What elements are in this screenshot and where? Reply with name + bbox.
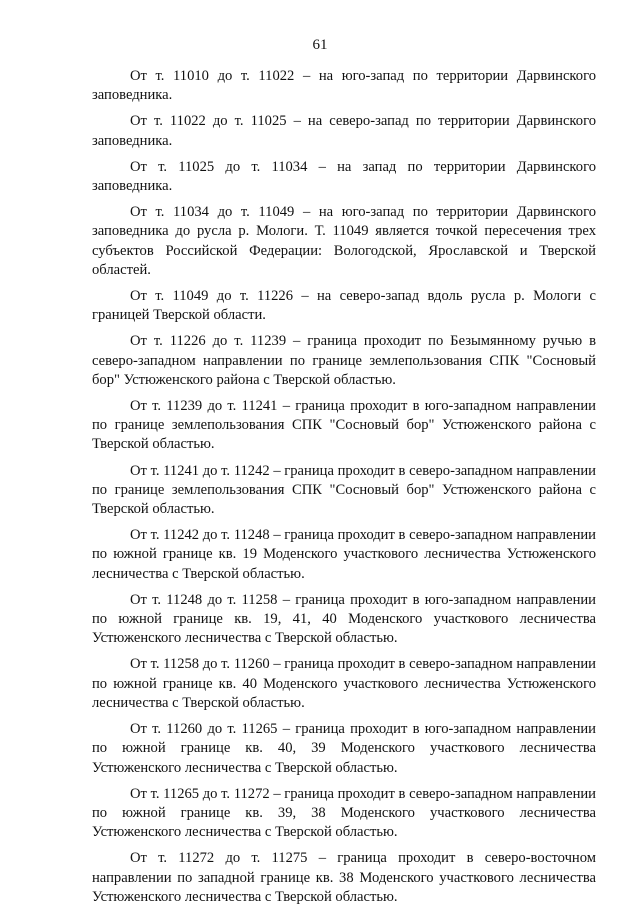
paragraph: От т. 11258 до т. 11260 – граница проходит в северо-западном направлении по южной границе кв. 40 Моденского участкового лесничества Устюженского лесничества с Тверской областью. bbox=[92, 656, 596, 711]
paragraph: От т. 11248 до т. 11258 – граница проходит в юго-западном направлении по южной границе кв. 19, 41, 40 Моденского участкового лесничества Устюженского лесничества с Тверской областью. bbox=[92, 591, 596, 647]
paragraph: От т. 11241 до т. 11242 – граница проходит в северо-западном направлении по границе землепользования СПК "Сосновый бор" Устюженского района с Тверской областью. bbox=[92, 462, 596, 518]
page-number: 61 bbox=[312, 37, 328, 53]
paragraph: От т. 11242 до т. 11248 – граница проходит в северо-западном направлении по южной границе кв. 19 Моденского участкового лесничества Устюженского лесничества с Тверской областью. bbox=[92, 527, 596, 582]
paragraph: От т. 11239 до т. 11241 – граница проходит в юго-западном направлении по границе землепользования СПК "Сосновый бор" Устюженского района с Тверской областью. bbox=[92, 398, 596, 453]
paragraph: От т. 11022 до т. 11025 – на северо-запад по территории Дарвинского заповедника. bbox=[92, 113, 596, 149]
paragraph: От т. 11260 до т. 11265 – граница проходит в юго-западном направлении по южной границе кв. 40, 39 Моденского участкового лесничества Устюженского лесничества с Тверской областью. bbox=[92, 721, 596, 776]
paragraph: От т. 11010 до т. 11022 – на юго-запад по территории Дарвинского заповедника. bbox=[92, 68, 596, 104]
paragraph: От т. 11025 до т. 11034 – на запад по территории Дарвинского заповедника. bbox=[92, 158, 596, 195]
paragraph: От т. 11265 до т. 11272 – граница проходит в северо-западном направлении по южной границе кв. 39, 38 Моденского участкового лесничества Устюженского лесничества с Тверской областью. bbox=[92, 785, 596, 841]
document-body bbox=[92, 67, 596, 914]
paragraph: От т. 11272 до т. 11275 – граница проходит в северо-восточном направлении по западной границе кв. 38 Моденского участкового лесничества Устюженского лесничества с Тверской областью. bbox=[92, 850, 596, 905]
paragraph: От т. 11226 до т. 11239 – граница проходит по Безымянному ручью в северо-западном направлении по границе землепользования СПК "Сосновый бор" Устюженского района с Тверской областью. bbox=[92, 333, 596, 388]
paragraph: От т. 11034 до т. 11049 – на юго-запад по территории Дарвинского заповедника до русла р. Мологи. Т. 11049 является точкой пересечения трех субъектов Российской Федерации: Вологодской, Ярославской и Тверской областей. bbox=[92, 204, 596, 278]
paragraph: От т. 11049 до т. 11226 – на северо-запад вдоль русла р. Мологи с границей Тверской области. bbox=[92, 288, 596, 324]
